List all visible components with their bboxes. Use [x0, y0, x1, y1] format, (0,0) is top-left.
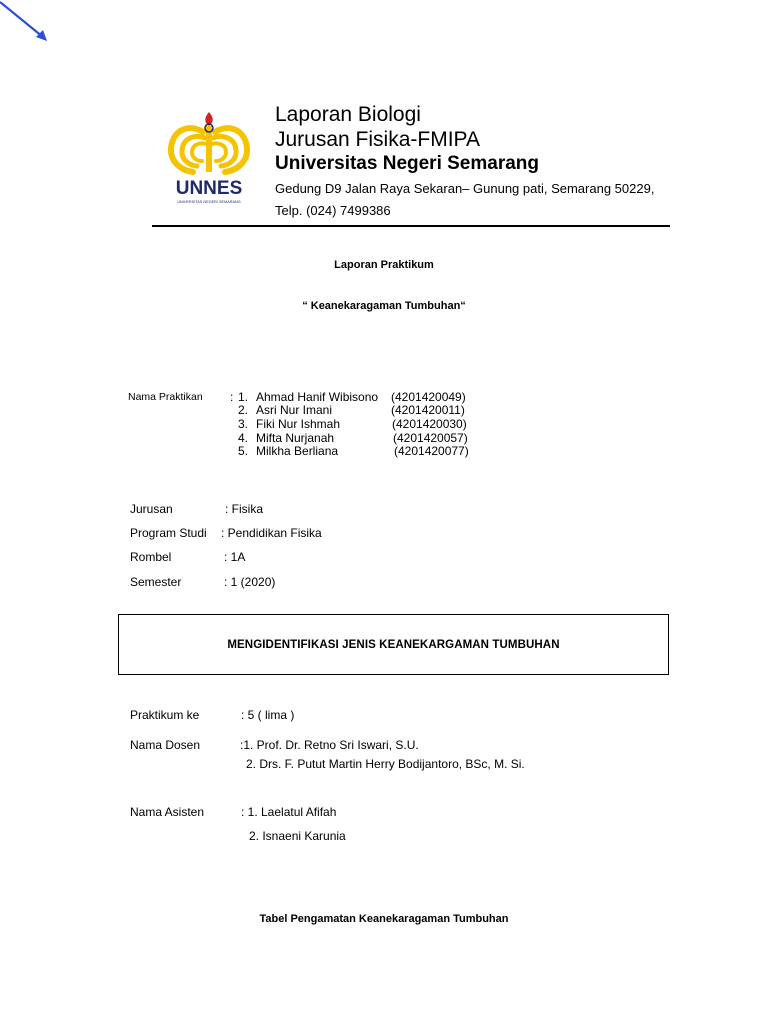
report-topic: “ Keanekaragaman Tumbuhan“	[302, 300, 466, 312]
member-number: 5.	[237, 444, 248, 458]
table-title: Tabel Pengamatan Keanekaragaman Tumbuhan	[259, 913, 509, 925]
asisten-item: 2. Isnaeni Karunia	[249, 829, 346, 843]
practicum-title: MENGIDENTIFIKASI JENIS KEANEKARGAMAN TUMBUHAN	[227, 639, 560, 651]
nama-asisten-label: Nama Asisten	[130, 805, 205, 819]
jurusan-label: Jurusan	[130, 502, 173, 516]
praktikum-ke-value: : 5 ( lima )	[241, 708, 295, 722]
report-type: Laporan Praktikum	[334, 259, 434, 271]
rombel-label: Rombel	[130, 550, 172, 564]
member-number: 1.	[237, 390, 248, 404]
member-name: Mifta Nurjanah	[256, 431, 335, 445]
unnes-logo	[163, 112, 255, 208]
praktikum-ke-label: Praktikum ke	[130, 708, 200, 722]
member-number: 3.	[237, 417, 248, 431]
member-name: Fiki Nur Ishmah	[256, 417, 341, 431]
jurusan-value: : Fisika	[225, 502, 264, 516]
nama-dosen-label: Nama Dosen	[130, 738, 201, 752]
header-divider	[152, 225, 670, 227]
dosen-item: :1. Prof. Dr. Retno Sri Iswari, S.U.	[240, 738, 419, 752]
header-phone: Telp. (024) 7499386	[275, 203, 391, 218]
member-name: Ahmad Hanif Wibisono	[256, 390, 379, 404]
member-nim: (4201420030)	[392, 417, 467, 431]
rombel-value: : 1A	[224, 550, 246, 564]
members-label: Nama Praktikan	[128, 391, 203, 403]
member-nim: (4201420057)	[393, 431, 468, 445]
header-title-university: Universitas Negeri Semarang	[275, 153, 540, 174]
member-nim: (4201420011)	[391, 403, 465, 417]
program-studi-value: : Pendidikan Fisika	[221, 526, 322, 540]
member-name: Asri Nur Imani	[256, 403, 333, 417]
program-studi-label: Program Studi	[130, 526, 207, 540]
header-title-jurusan: Jurusan Fisika-FMIPA	[275, 128, 480, 151]
svg-text:UNIVERSITAS NEGERI SEMARANG: UNIVERSITAS NEGERI SEMARANG	[177, 200, 241, 204]
member-name: Milkha Berliana	[256, 444, 339, 458]
header-address: Gedung D9 Jalan Raya Sekaran– Gunung pati, Semarang 50229,	[275, 181, 655, 196]
semester-value: : 1 (2020)	[224, 575, 276, 589]
header-title-biologi: Laporan Biologi	[275, 103, 421, 126]
dosen-item: 2. Drs. F. Putut Martin Herry Bodijantoro, BSc, M. Si.	[246, 757, 525, 771]
semester-label: Semester	[130, 575, 182, 589]
member-number: 4.	[237, 431, 248, 445]
svg-text:UNNES: UNNES	[175, 178, 243, 199]
member-nim: (4201420077)	[394, 444, 469, 458]
corner-arrow-icon	[0, 0, 50, 44]
member-number: 2.	[237, 403, 248, 417]
asisten-item: : 1. Laelatul Afifah	[241, 805, 337, 819]
member-nim: (4201420049)	[391, 390, 466, 404]
members-colon: :	[230, 390, 234, 404]
practicum-title-box	[118, 614, 669, 675]
